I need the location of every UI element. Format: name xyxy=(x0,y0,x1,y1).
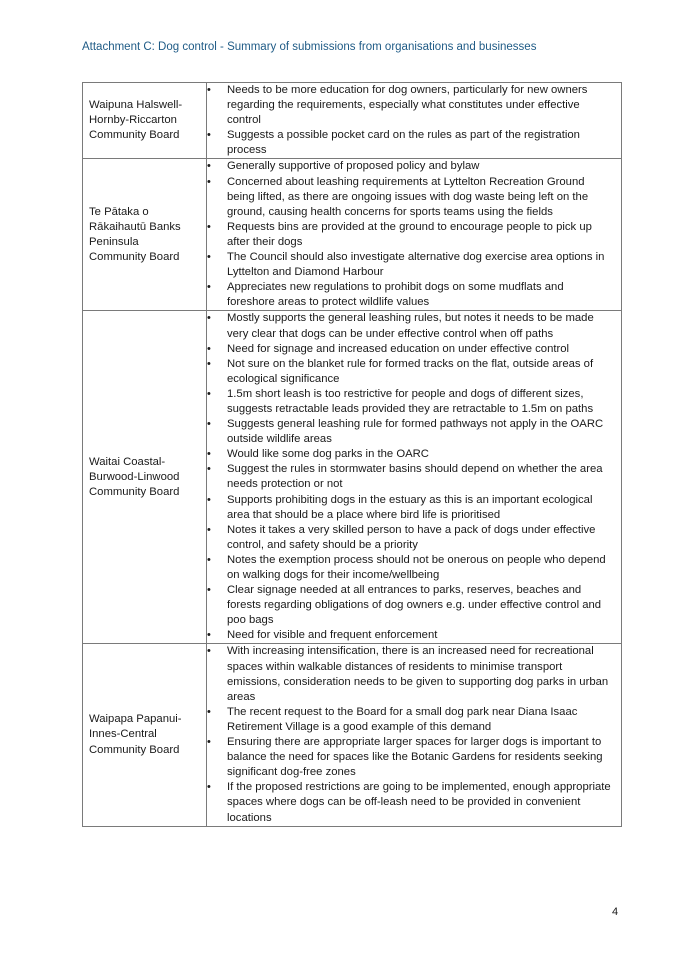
bullet-item: • If the proposed restrictions are going to be implemented, enough appropriate spaces where dogs can be off-leash need to be provided in convenient locations xyxy=(207,780,621,825)
submission-points-cell xyxy=(207,83,622,159)
bullet-item: • Concerned about leashing requirements at Lyttelton Recreation Ground being lifted, as there are ongoing issues with dog waste being left on the ground, causing health concerns for sports teams using the fields xyxy=(207,175,621,220)
bullet-item: • Suggests a possible pocket card on the rules as part of the registration process xyxy=(207,128,621,158)
organisation-name-line: Community Board xyxy=(89,485,180,498)
bullet-item: • The recent request to the Board for a small dog park near Diana Isaac Retirement Village is a good example of this demand xyxy=(207,705,621,735)
submissions-table xyxy=(82,82,622,827)
bullet-item: • 1.5m short leash is too restrictive for people and dogs of different sizes, suggests retractable leads provided they are retractable to 1.5m on paths xyxy=(207,387,621,417)
page-number: 4 xyxy=(612,906,619,918)
organisation-name-line: Hornby-Riccarton xyxy=(89,114,177,127)
bullet-item: • Ensuring there are appropriate larger spaces for larger dogs is important to balance the need for spaces like the Botanic Gardens for residents seeking significant dog-free zones xyxy=(207,735,621,780)
organisation-name-line: Te Pātaka o xyxy=(89,205,149,218)
organisation-name-line: Innes-Central xyxy=(89,728,157,741)
bullet-list xyxy=(207,159,621,310)
bullet-item: • Notes the exemption process should not be onerous on people who depend on walking dogs for their income/wellbeing xyxy=(207,553,621,583)
submission-points-cell xyxy=(207,644,622,826)
bullet-item: • The Council should also investigate alternative dog exercise area options in Lyttelton and Diamond Harbour xyxy=(207,250,621,280)
submission-points-cell xyxy=(207,311,622,644)
bullet-item: • Mostly supports the general leashing rules, but notes it needs to be made very clear that dogs can be under effective control when off paths xyxy=(207,311,621,341)
bullet-item: • Needs to be more education for dog owners, particularly for new owners regarding the requirements, especially what constitutes under effective control xyxy=(207,83,621,128)
bullet-item: • Suggests general leashing rule for formed pathways not apply in the OARC outside wildlife areas xyxy=(207,417,621,447)
submission-points-cell xyxy=(207,159,622,311)
bullet-item: • Suggest the rules in stormwater basins should depend on whether the area needs protection or not xyxy=(207,462,621,492)
organisation-name-line: Peninsula xyxy=(89,235,139,248)
document-header: Attachment C: Dog control - Summary of submissions from organisations and businesses xyxy=(82,41,537,53)
bullet-list xyxy=(207,311,621,643)
organisation-name-line: Community Board xyxy=(89,129,180,142)
bullet-item: • Notes it takes a very skilled person to have a pack of dogs under effective control, and safety should be a priority xyxy=(207,523,621,553)
organisation-name-line: Community Board xyxy=(89,743,180,756)
bullet-item: • Clear signage needed at all entrances to parks, reserves, beaches and forests regarding obligations of dog owners e.g. under effective control and poo bags xyxy=(207,583,621,628)
organisation-cell xyxy=(83,83,207,159)
organisation-name-line: Burwood-Linwood xyxy=(89,470,180,483)
organisation-name-line: Community Board xyxy=(89,251,180,264)
organisation-name-line: Waipapa Papanui- xyxy=(89,713,182,726)
organisation-name-line: Rākaihautū Banks xyxy=(89,220,181,233)
bullet-item: • Requests bins are provided at the ground to encourage people to pick up after their dogs xyxy=(207,220,621,250)
organisation-name-line: Waitai Coastal- xyxy=(89,455,166,468)
bullet-item: • Generally supportive of proposed policy and bylaw xyxy=(207,159,621,174)
table-row xyxy=(83,83,622,159)
bullet-item: • With increasing intensification, there is an increased need for recreational spaces within walkable distances of residents to minimise transport emissions, consideration needs to be given to supporting dog parks in urban areas xyxy=(207,644,621,704)
bullet-item: • Need for signage and increased education on under effective control xyxy=(207,342,621,357)
submissions-table-body xyxy=(83,83,622,827)
table-row xyxy=(83,311,622,644)
organisation-cell xyxy=(83,159,207,311)
table-row xyxy=(83,159,622,311)
organisation-cell xyxy=(83,311,207,644)
organisation-name-line: Waipuna Halswell- xyxy=(89,99,183,112)
bullet-list xyxy=(207,83,621,158)
organisation-cell xyxy=(83,644,207,826)
table-row xyxy=(83,644,622,826)
bullet-item: • Supports prohibiting dogs in the estuary as this is an important ecological area that should be a place where bird life is prioritised xyxy=(207,493,621,523)
bullet-item: • Appreciates new regulations to prohibit dogs on some mudflats and foreshore areas to protect wildlife values xyxy=(207,280,621,310)
bullet-item: • Not sure on the blanket rule for formed tracks on the flat, outside areas of ecological significance xyxy=(207,357,621,387)
bullet-item: • Would like some dog parks in the OARC xyxy=(207,447,621,462)
bullet-list xyxy=(207,644,621,825)
bullet-item: • Need for visible and frequent enforcement xyxy=(207,628,621,643)
